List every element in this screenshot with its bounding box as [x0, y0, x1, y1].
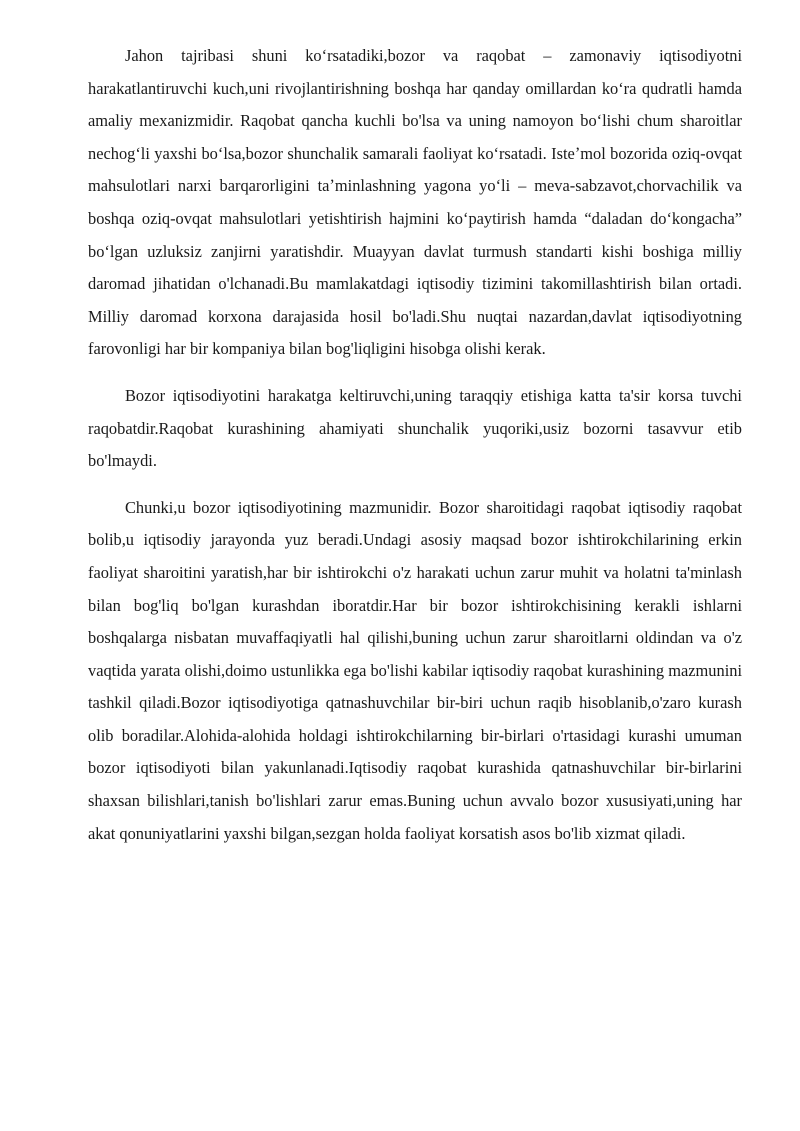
document-page [88, 40, 742, 850]
paragraph-1: Jahon tajribasi shuni koʻrsatadiki,bozor va raqobat – zamonaviy iqtisodiyotni harakatlantiruvchi kuch,uni rivojlantirishning boshqa har qanday omillardan koʻra qudratli hamda amaliy mexanizmidir. Raqobat qancha kuchli bo'lsa va uning namoyon boʻlishi chum sharoitlar nechogʻli yaxshi boʻlsa,bozor shunchalik samarali faoliyat koʻrsatadi. Isteʼmol bozorida oziq-ovqat mahsulotlari narxi barqarorligini taʼminlashning yagona yoʻli – meva-sabzavot,chorvachilik va boshqa oziq-ovqat mahsulotlari yetishtirish hajmini koʻpaytirish hamda “daladan doʻkongacha” boʻlgan uzluksiz zanjirni yaratishdir. Muayyan davlat turmush standarti kishi boshiga milliy daromad jihatidan o'lchanadi.Bu mamlakatdagi iqtisodiy tizimini takomillashtirish bilan ortadi. Milliy daromad korxona darajasida hosil bo'ladi.Shu nuqtai nazardan,davlat iqtisodiyotning farovonligi har bir kompaniya bilan bog'liqligini hisobga olishi kerak. [88, 46, 742, 359]
paragraph-3: Chunki,u bozor iqtisodiyotining mazmunidir. Bozor sharoitidagi raqobat iqtisodiy raqobat bolib,u iqtisodiy jarayonda yuz beradi.Undagi asosiy maqsad bozor ishtirokchilarining erkin faoliyat sharoitini yaratish,har bir ishtirokchi o'z harakati uchun zarur muhit va holatni ta'minlash bilan bog'liq bo'lgan kurashdan iboratdir.Har bir bozor ishtirokchisining kerakli ishlarni boshqalarga nisbatan muvaffaqiyatli hal qilishi,buning uchun zarur sharoitlarni oldindan va o'z vaqtida yarata olishi,doimo ustunlikka ega bo'lishi kabilar iqtisodiy raqobat kurashining mazmunini tashkil qiladi.Bozor iqtisodiyotiga qatnashuvchilar bir-biri uchun raqib hisoblanib,o'zaro kurash olib boradilar.Alohida-alohida holdagi ishtirokchilarning bir-birlari o'rtasidagi kurashi umuman bozor iqtisodiyoti bilan yakunlanadi.Iqtisodiy raqobat kurashida qatnashuvchilar bir-birlarini shaxsan bilishlari,tanish bo'lishlari zarur emas.Buning uchun avvalo bozor xususiyati,uning har akat qonuniyatlarini yaxshi bilgan,sezgan holda faoliyat korsatish asos bo'lib xizmat qiladi. [88, 497, 742, 843]
paragraph-2: Bozor iqtisodiyotini harakatga keltiruvchi,uning taraqqiy etishiga katta ta'sir korsa tuvchi raqobatdir.Raqobat kurashining ahamiyati shunchalik yuqoriki,usiz bozorni tasavvur etib bo'lmaydi. [88, 385, 742, 471]
